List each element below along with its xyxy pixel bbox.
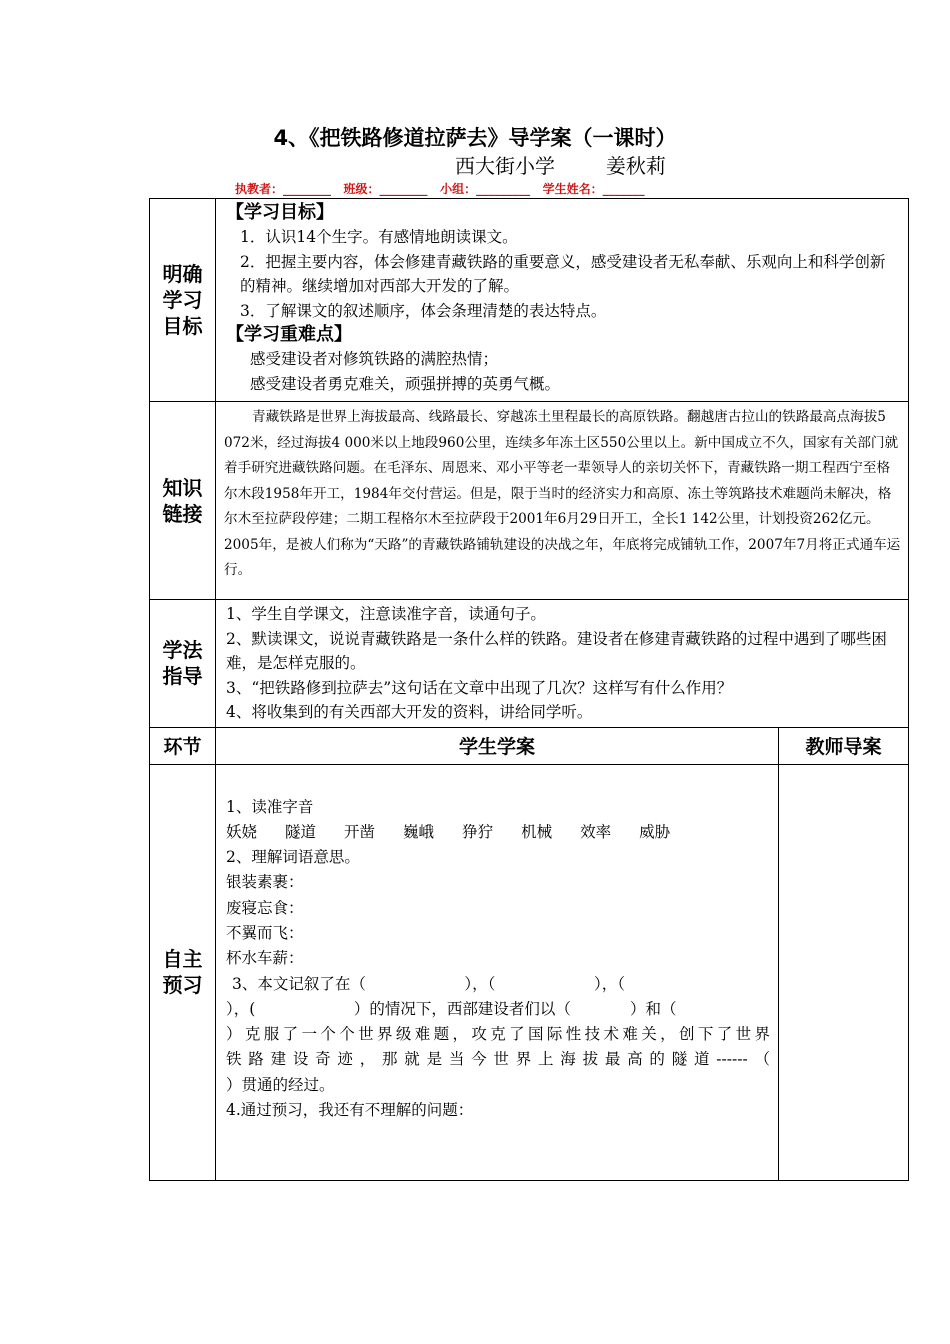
goal-item: 1．认识14个生字。有感情地朗读课文。 xyxy=(240,228,518,246)
preview-q3-line: ）贯通的经过。 xyxy=(226,1075,335,1094)
method-item: 4、将收集到的有关西部大开发的资料，讲给同学听。 xyxy=(226,703,593,721)
method-content xyxy=(216,600,909,728)
keypoint-item: 感受建设者对修筑铁路的满腔热情； xyxy=(250,350,499,368)
preview-q3-line: 铁路建设奇迹，那就是当今世界上海拔最高的隧道------（ xyxy=(226,1050,770,1069)
keypoints-heading: 【学习重难点】 xyxy=(226,324,352,345)
method-item: 1、学生自学课文，注意读准字音，读通句子。 xyxy=(226,605,546,623)
term-item: 不翼而飞： xyxy=(226,923,304,942)
goals-row xyxy=(150,199,909,402)
preview-q4: 4.通过预习，我还有不理解的问题： xyxy=(226,1101,474,1120)
term-item: 银装素裹： xyxy=(226,873,304,892)
goal-item: 3．了解课文的叙述顺序，体会条理清楚的表达特点。 xyxy=(240,301,607,320)
author-name: 姜秋莉 xyxy=(605,154,666,178)
goals-heading: 【学习目标】 xyxy=(226,202,334,223)
method-label: 学法指导 xyxy=(150,600,216,728)
col-header-teacher: 教师导案 xyxy=(779,727,909,764)
header-row xyxy=(150,727,909,764)
knowledge-row xyxy=(150,402,909,600)
preview-q2: 2、理解词语意思。 xyxy=(226,848,360,867)
knowledge-text: 青藏铁路是世界上海拔最高、线路最长、穿越冻土里程最长的高原铁路。翻越唐古拉山的铁路最高点海拔5 072米，经过海拔4 000米以上地段960公里，连续多年冻土区550公里以上。新中国成立不久，国家有关部门就着手研究进藏铁路问题。在毛泽东、周恩来、邓小平等老一辈领导人的亲切关怀下，青藏铁路一期工程西宁至格尔木段1958年开工，1984年交付营运。但是，限于当时的经济实力和高原、冻土等筑路技术难题尚未解决，格尔木至拉萨段停建；二期工程格尔木至拉萨段于2001年6月29日开工，全长1 142公里，计划投资262亿元。2005年，是被人们称为“天路”的青藏铁路铺轨建设的决战之年，年底将完成铺轨工作，2007年7月将正式通车运行。 xyxy=(216,402,909,600)
preview-q3-line: ），( ）的情况下，西部建设者们以（ ）和（ xyxy=(226,999,677,1018)
student-info-line: 执教者：________ 班级：________ 小组：_________ 学生姓名：_______ xyxy=(235,182,645,196)
knowledge-label: 知识链接 xyxy=(150,402,216,600)
col-header-student: 学生学案 xyxy=(216,727,779,764)
preview-row xyxy=(150,764,909,1180)
word-item: 威胁 xyxy=(639,822,671,841)
method-row xyxy=(150,600,909,728)
subtitle xyxy=(455,150,666,179)
col-header-stage: 环节 xyxy=(150,727,216,764)
term-item: 杯水车薪： xyxy=(226,949,304,968)
keypoint-item: 感受建设者勇克难关，顽强拼搏的英勇气概。 xyxy=(250,374,561,393)
preview-content xyxy=(216,764,779,1180)
word-item: 妖娆 xyxy=(226,822,258,841)
word-item: 开凿 xyxy=(344,822,376,841)
goals-label: 明确学习目标 xyxy=(150,199,216,402)
goal-item: 2．把握主要内容，体会修建青藏铁路的重要意义，感受建设者无私奉献、乐观向上和科学创新的精神。继续增加对西部大开发的了解。 xyxy=(240,252,886,295)
preview-q3-line: 3、本文记叙了在（ ），（ ），（ xyxy=(232,974,625,993)
preview-q3-line: ）克服了一个个世界级难题，攻克了国际性技术难关，创下了世界 xyxy=(226,1025,770,1044)
word-item: 巍峨 xyxy=(403,822,435,841)
page-title: 4、《把铁路修道拉萨去》导学案（一课时） xyxy=(273,126,677,150)
method-item: 3、“把铁路修到拉萨去”这句话在文章中出现了几次？这样写有什么作用？ xyxy=(226,678,733,697)
word-item: 效率 xyxy=(580,822,612,841)
term-item: 废寝忘食： xyxy=(226,898,304,917)
lesson-table xyxy=(149,198,909,1181)
preview-label: 自主预习 xyxy=(150,764,216,1180)
teacher-notes-cell xyxy=(779,764,909,1180)
word-item: 机械 xyxy=(521,822,553,841)
word-item: 狰狞 xyxy=(462,822,494,841)
school-name: 西大街小学 xyxy=(455,154,555,178)
word-list xyxy=(226,820,770,845)
preview-q1: 1、读准字音 xyxy=(226,797,314,816)
goals-content xyxy=(216,199,909,402)
method-item: 2、默读课文，说说青藏铁路是一条什么样的铁路。建设者在修建青藏铁路的过程中遇到了哪些困难，是怎样克服的。 xyxy=(226,629,887,672)
word-item: 隧道 xyxy=(285,822,317,841)
